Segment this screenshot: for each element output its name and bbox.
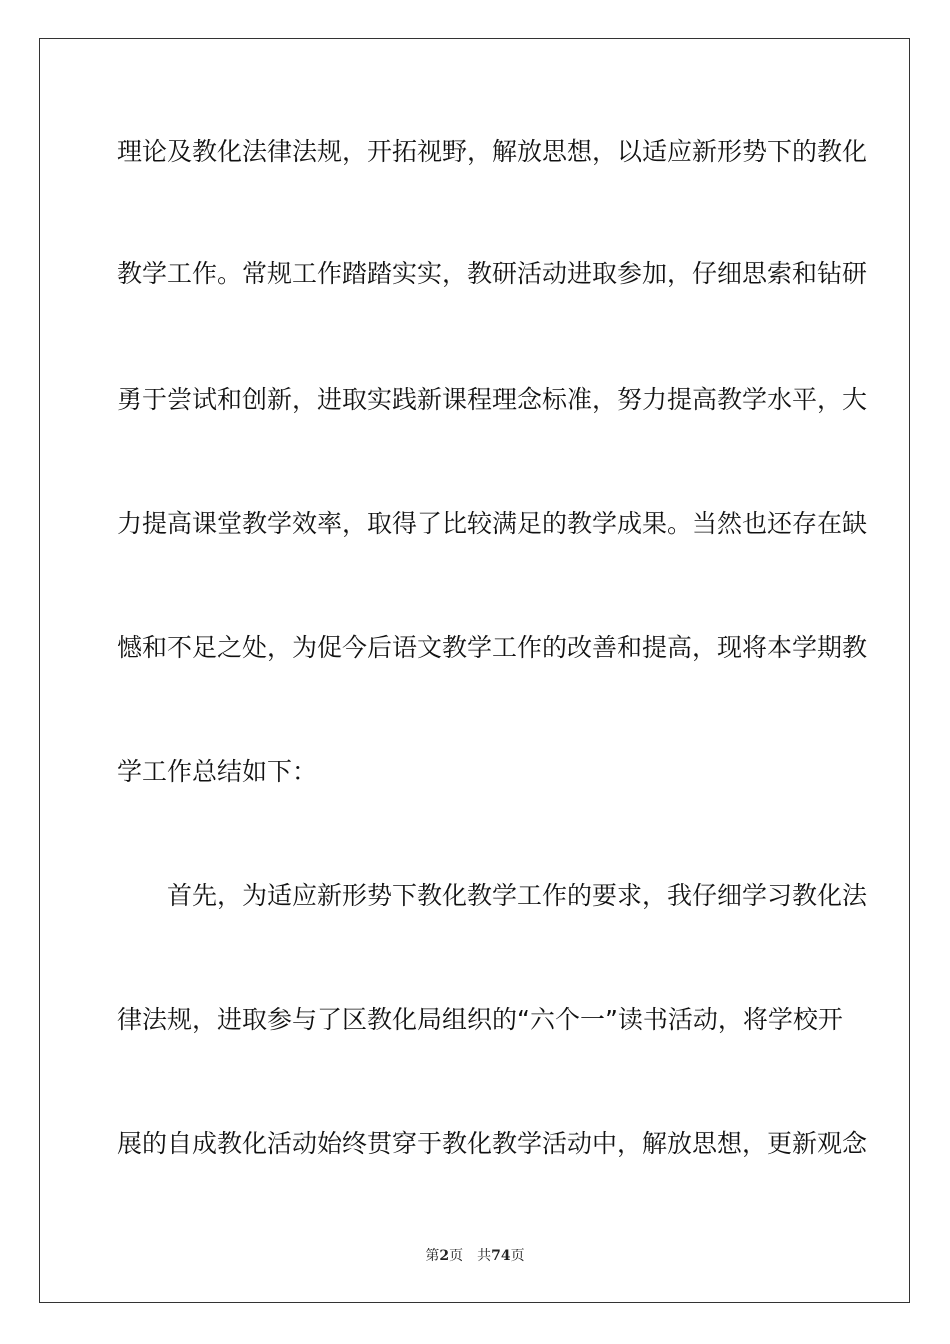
paragraph-line: 力提高课堂教学效率，取得了比较满足的教学成果。当然也还存在缺 xyxy=(117,509,868,538)
paragraph-line: 教学工作。常规工作踏踏实实，教研活动进取参加，仔细思索和钻研 xyxy=(117,259,868,288)
page-prefix: 第 xyxy=(425,1248,440,1264)
paragraph-line: 憾和不足之处，为促今后语文教学工作的改善和提高，现将本学期教 xyxy=(117,633,868,662)
page-suffix: 页 xyxy=(449,1248,464,1264)
total-prefix: 共 xyxy=(477,1248,492,1264)
total-suffix: 页 xyxy=(510,1248,525,1264)
paragraph-line: 勇于尝试和创新，进取实践新课程理念标准，努力提高教学水平，大 xyxy=(117,385,868,414)
page-border xyxy=(39,38,910,1303)
paragraph-line: 学工作总结如下： xyxy=(117,757,318,786)
paragraph-line: 理论及教化法律法规，开拓视野，解放思想，以适应新形势下的教化 xyxy=(117,137,868,166)
paragraph-line: 律法规，进取参与了区教化局组织的“六个一”读书活动，将学校开 xyxy=(117,1005,843,1034)
paragraph-line-indented: 首先，为适应新形势下教化教学工作的要求，我仔细学习教化法 xyxy=(167,881,868,910)
page-footer xyxy=(0,1247,950,1265)
total-pages: 74 xyxy=(491,1248,511,1264)
paragraph-line: 展的自成教化活动始终贯穿于教化教学活动中，解放思想，更新观念 xyxy=(117,1129,868,1158)
page-number: 2 xyxy=(439,1248,450,1264)
